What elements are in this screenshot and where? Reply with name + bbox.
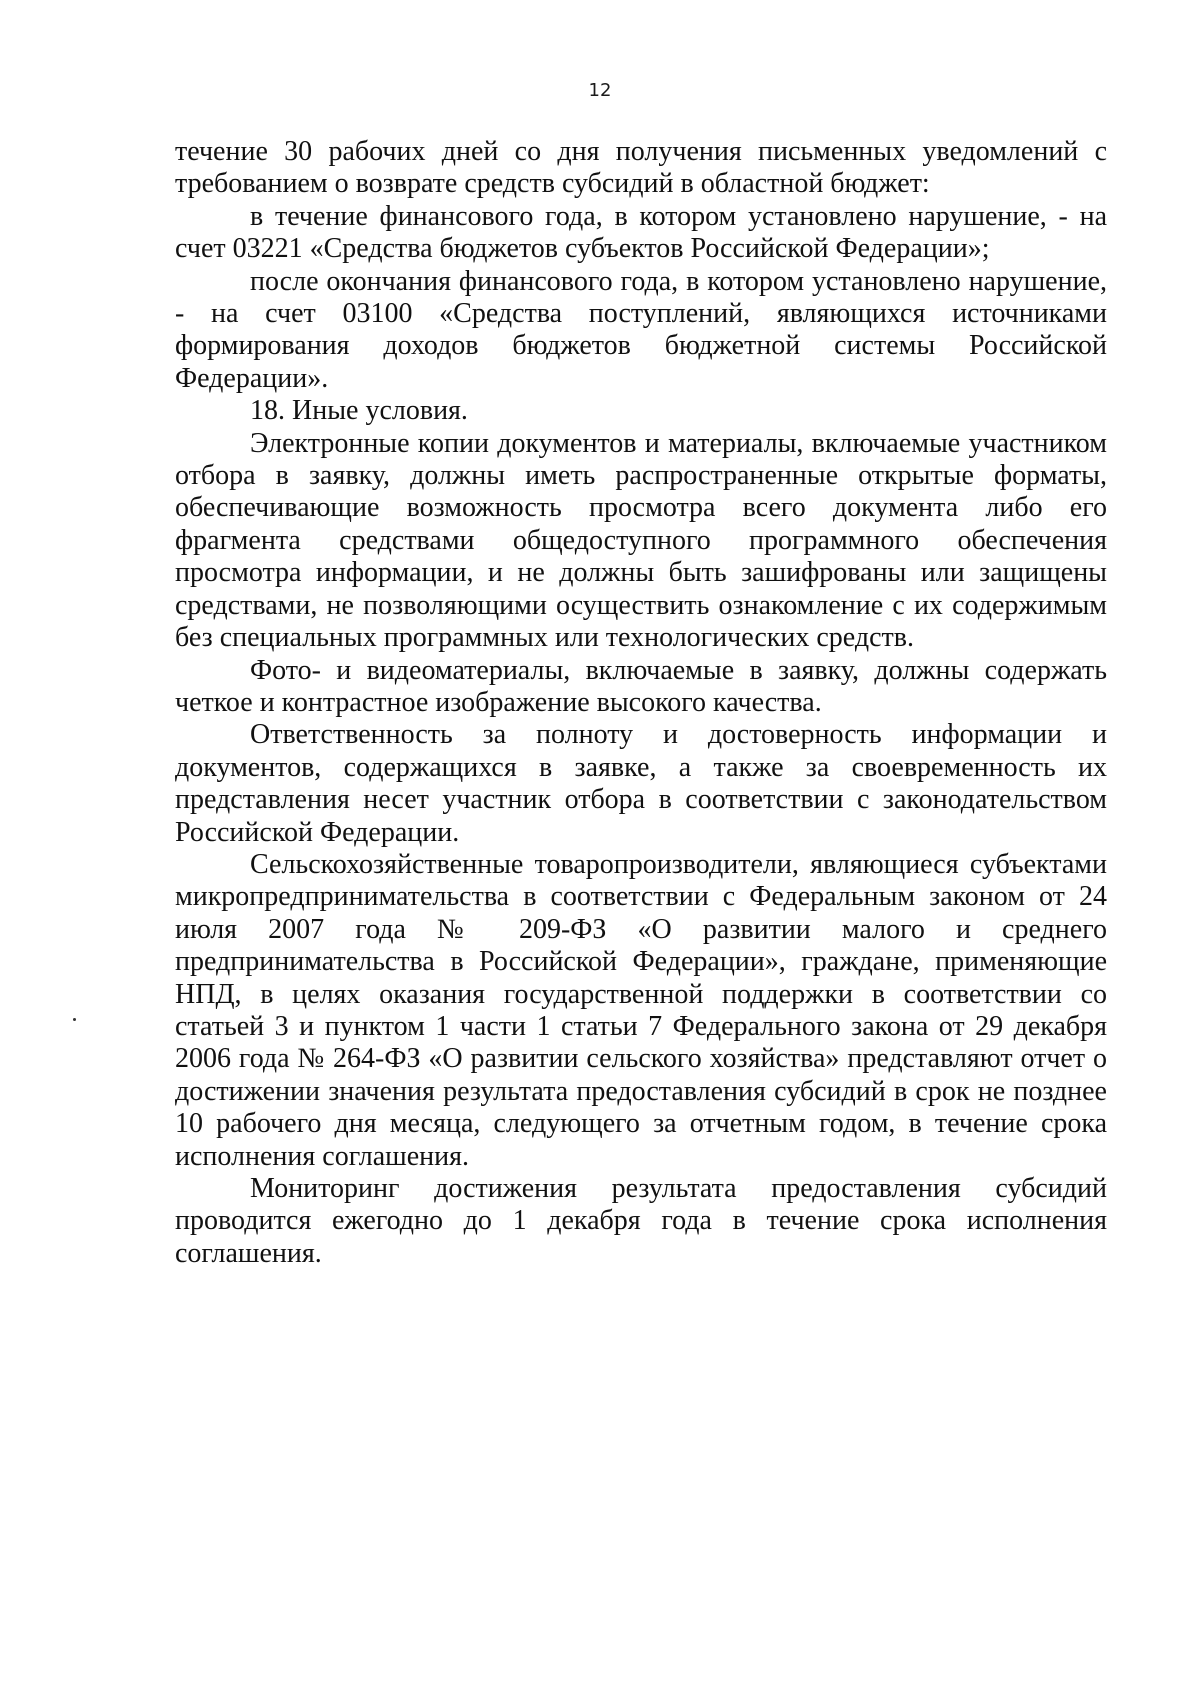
page-number: 12 [588,80,612,101]
paragraph-electronic-copies: Электронные копии документов и материалы, включаемые участником отбора в заявку, должны иметь распространенные открытые форматы, обеспечивающие возможность просмотра всего документа либо его фрагмента средствами общедоступного программного обеспечения просмотра информации, и не должны быть зашифрованы или защищены средствами, не позволяющими осуществить ознакомление с их содержимым без специальных программных или технологических средств. [175,427,1107,654]
scan-speck [73,1018,76,1021]
paragraph-responsibility: Ответственность за полноту и достоверность информации и документов, содержащихся в заявке, а также за своевременность их представления несет участник отбора в соответствии с законодательством Российской Федерации. [175,719,1107,848]
paragraph-monitoring: Мониторинг достижения результата предоставления субсидий проводится ежегодно до 1 декабря года в течение срока исполнения соглашения. [175,1173,1107,1269]
paragraph-current-year-account: в течение финансового года, в котором установлено нарушение, - на счет 03221 «Средства бюджетов субъектов Российской Федерации»; [175,200,1107,265]
paragraph-after-year-account: после окончания финансового года, в котором установлено нарушение, - на счет 03100 «Средства поступлений, являющихся источниками формирования доходов бюджетов бюджетной системы Российской Федерации». [175,265,1107,394]
paragraph-deadline: течение 30 рабочих дней со дня получения письменных уведомлений с требованием о возврате средств субсидий в областной бюджет: [175,136,1107,200]
document-body [175,136,1107,1270]
paragraph-photo-video: Фото- и видеоматериалы, включаемые в заявку, должны содержать четкое и контрастное изображение высокого качества. [175,654,1107,718]
section-heading-other-conditions: 18. Иные условия. [250,395,468,427]
paragraph-agricultural-producers: Сельскохозяйственные товаропроизводители, являющиеся субъектами микропредпринимательства в соответствии с Федеральным законом от 24 июля 2007 года № 209-ФЗ «О развитии малого и среднего предпринимательства в Российской Федерации», граждане, применяющие НПД, в целях оказания государственной поддержки в соответствии со статьей 3 и пунктом 1 части 1 статьи 7 Федерального закона от 29 декабря 2006 года № 264-ФЗ «О развитии сельского хозяйства» представляют отчет о достижении значения результата предоставления субсидий в срок не позднее 10 рабочего дня месяца, следующего за отчетным годом, в течение срока исполнения соглашения. [175,848,1107,1172]
